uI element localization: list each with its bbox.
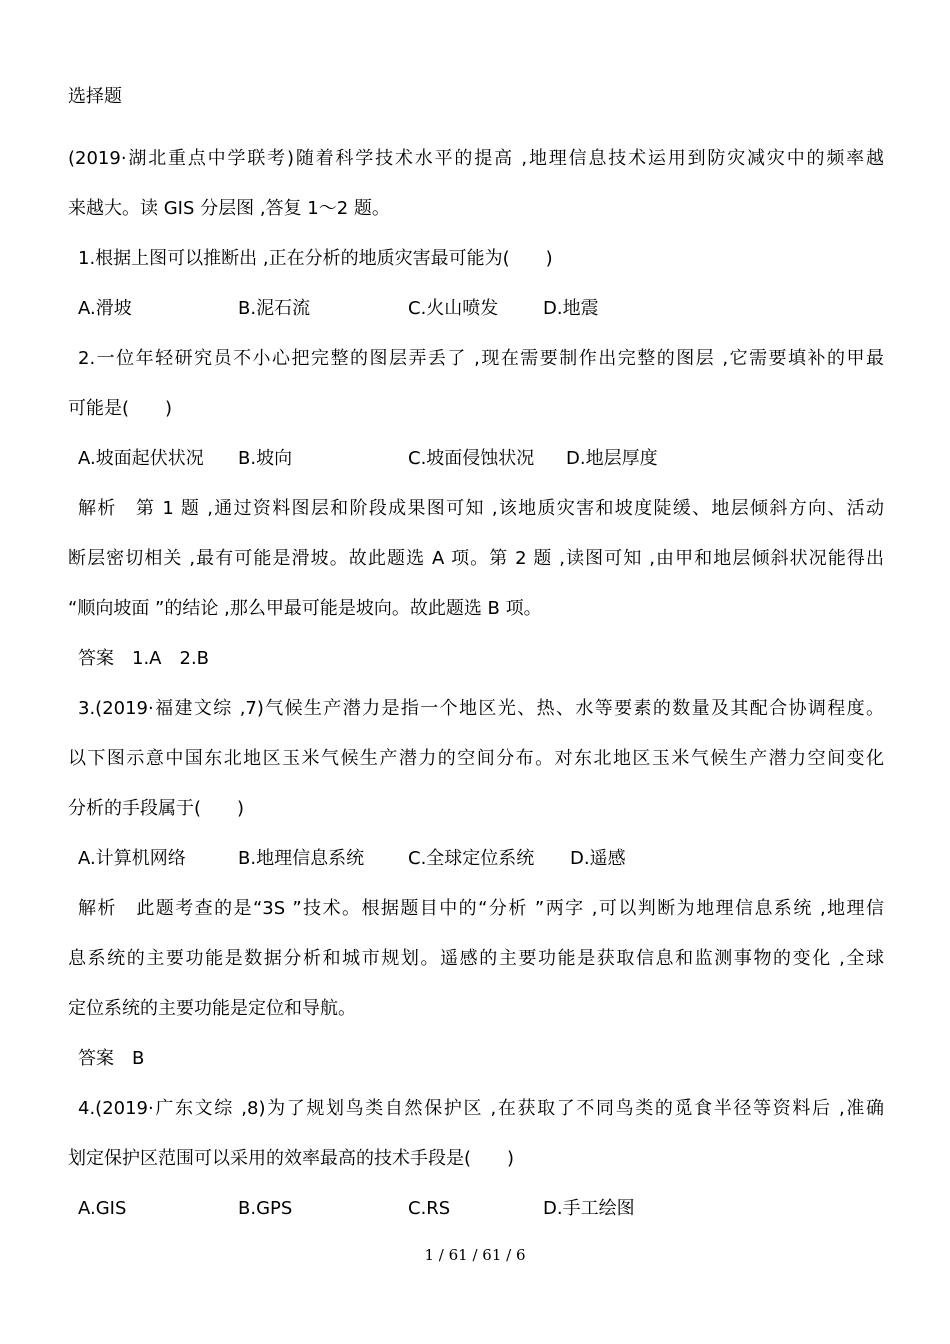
analysis-1-line-2: 断层密切相关 ,最有可能是滑坡。故此题选 A 项。第 2 题 ,读图可知 ,由甲和地层倾斜状况能得出 [68,548,884,569]
question-3-stem-line-3: 分析的手段属于( ) [68,798,245,819]
intro-line-2: 来越大。读 GIS 分层图 ,答复 1～2 题。 [68,198,390,219]
q2-option-b: B.坡向 [238,448,293,469]
analysis-2-line-2: 息系统的主要功能是数据分析和城市规划。遥感的主要功能是获取信息和监测事物的变化 ,全球 [68,948,884,969]
analysis-2-line-3: 定位系统的主要功能是定位和导航。 [68,998,356,1019]
q3-option-c: C.全球定位系统 [408,848,535,869]
answer-2: 答案 B [78,1048,145,1069]
q2-option-d: D.地层厚度 [566,448,658,469]
q2-option-c: C.坡面侵蚀状况 [408,448,535,469]
q2-option-a: A.坡面起伏状况 [78,448,204,469]
q1-option-a: A.滑坡 [78,298,132,319]
analysis-1-line-3: “顺向坡面 ”的结论 ,那么甲最可能是坡向。故此题选 B 项。 [68,598,542,619]
question-2-stem-line-1: 2.一位年轻研究员不小心把完整的图层弄丢了 ,现在需要制作出完整的图层 ,它需要填补的甲最 [78,348,884,369]
q1-option-c: C.火山喷发 [408,298,499,319]
question-3-stem-line-1: 3.(2019·福建文综 ,7)气候生产潜力是指一个地区光、热、水等要素的数量及其配合协调程度。 [78,698,884,719]
question-3-stem-line-2: 以下图示意中国东北地区玉米气候生产潜力的空间分布。对东北地区玉米气候生产潜力空间变化 [68,748,884,769]
answer-1: 答案 1.A 2.B [78,648,210,669]
intro-line-1: (2019·湖北重点中学联考)随着科学技术水平的提高 ,地理信息技术运用到防灾减灾中的频率越 [68,148,884,169]
analysis-1-line-1: 解析 第 1 题 ,通过资料图层和阶段成果图可知 ,该地质灾害和坡度陡缓、地层倾斜方向、活动 [78,498,884,519]
q1-option-b: B.泥石流 [238,298,311,319]
q4-option-d: D.手工绘图 [543,1198,635,1219]
q4-option-a: A.GIS [78,1198,127,1219]
q3-option-d: D.遥感 [570,848,626,869]
q4-option-b: B.GPS [238,1198,293,1219]
question-2-stem-line-2: 可能是( ) [68,398,173,419]
question-4-stem-line-2: 划定保护区范围可以采用的效率最高的技术手段是( ) [68,1148,515,1169]
question-1-stem: 1.根据上图可以推断出 ,正在分析的地质灾害最可能为( ) [78,248,553,269]
q3-option-a: A.计算机网络 [78,848,186,869]
analysis-2-line-1: 解析 此题考查的是“3S ”技术。根据题目中的“分析 ”两字 ,可以判断为地理信息系统 ,地理信 [78,898,884,919]
section-title: 选择题 [68,86,122,107]
page-number: 1 / 61 / 61 / 6 [424,1246,526,1264]
question-4-stem-line-1: 4.(2019·广东文综 ,8)为了规划鸟类自然保护区 ,在获取了不同鸟类的觅食半径等资料后 ,准确 [78,1098,884,1119]
q3-option-b: B.地理信息系统 [238,848,365,869]
q4-option-c: C.RS [408,1198,451,1219]
q1-option-d: D.地震 [543,298,599,319]
